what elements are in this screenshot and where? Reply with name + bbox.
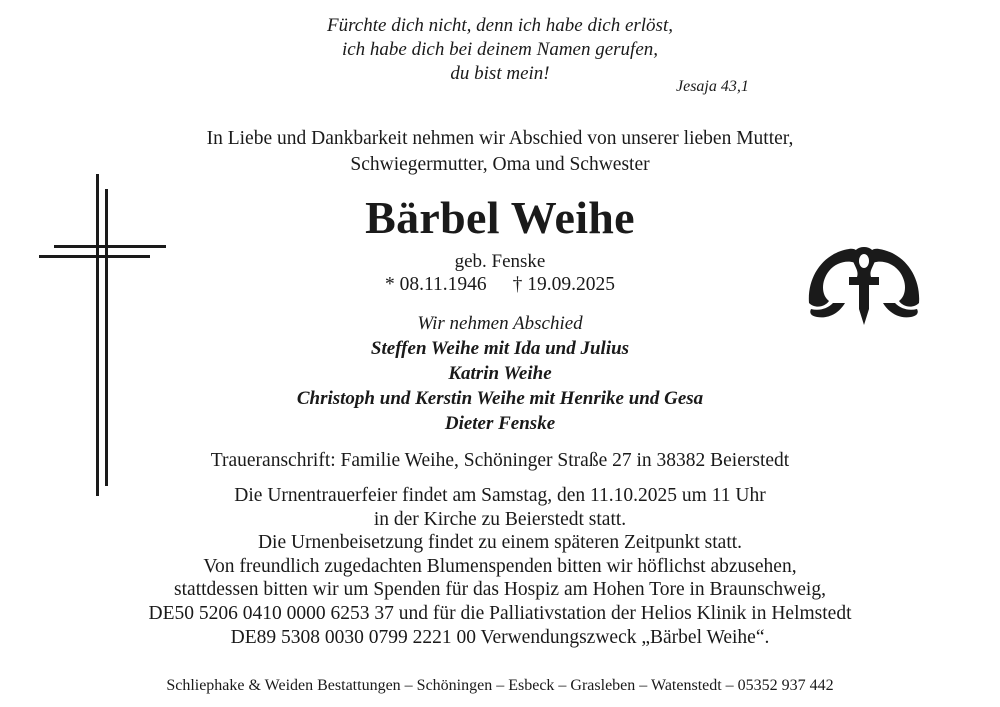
mourner-line: Dieter Fenske xyxy=(444,413,556,434)
intro-text xyxy=(0,126,1000,178)
birth-date: * 08.11.1946 xyxy=(384,274,487,295)
verse-line: Fürchte dich nicht, denn ich habe dich erlöst, xyxy=(327,15,673,36)
mourning-address: Traueranschrift: Familie Weihe, Schöninger Straße 27 in 38382 Beierstedt xyxy=(210,450,790,471)
verse-line: ich habe dich bei deinem Namen gerufen, xyxy=(341,39,659,60)
ceremony-line: DE50 5206 0410 0000 6253 37 und für die Palliativstation der Helios Klinik in Helmstedt xyxy=(148,602,852,624)
funeral-home-emblem-icon xyxy=(805,237,923,329)
farewell-lead: Wir nehmen Abschied xyxy=(417,313,583,334)
mourner-line: Katrin Weihe xyxy=(448,363,552,384)
mourner-line: Christoph und Kerstin Weihe mit Henrike und Gesa xyxy=(296,388,704,409)
ceremony-line: in der Kirche zu Beierstedt statt. xyxy=(373,508,627,530)
funeral-home-footer: Schliephake & Weiden Bestattungen – Schöningen – Esbeck – Grasleben – Watenstedt – 05352 937 442 xyxy=(166,677,834,694)
verse-reference: Jesaja 43,1 xyxy=(676,78,749,95)
birth-name: geb. Fenske xyxy=(454,251,546,272)
bible-verse xyxy=(0,14,1000,86)
intro-line: Schwiegermutter, Oma und Schwester xyxy=(350,154,650,175)
ceremony-line: DE89 5308 0030 0799 2221 00 Verwendungszweck „Bärbel Weihe“. xyxy=(230,626,770,648)
ceremony-line: Die Urnentrauerfeier findet am Samstag, den 11.10.2025 um 11 Uhr xyxy=(234,485,766,506)
ceremony-details xyxy=(0,484,1000,649)
ceremony-line: Von freundlich zugedachten Blumenspenden bitten wir höflichst abzusehen, xyxy=(203,555,797,577)
death-date: † 19.09.2025 xyxy=(512,274,616,295)
mourner-line: Steffen Weihe mit Ida und Julius xyxy=(370,338,630,359)
ceremony-line: stattdessen bitten wir um Spenden für das Hospiz am Hohen Tore in Braunschweig, xyxy=(174,579,826,601)
deceased-name: Bärbel Weihe xyxy=(365,192,635,243)
verse-line: du bist mein! xyxy=(450,63,550,84)
cross-icon xyxy=(36,172,168,498)
intro-line: In Liebe und Dankbarkeit nehmen wir Abschied von unserer lieben Mutter, xyxy=(206,128,794,149)
ceremony-line: Die Urnenbeisetzung findet zu einem späteren Zeitpunkt statt. xyxy=(257,532,743,554)
